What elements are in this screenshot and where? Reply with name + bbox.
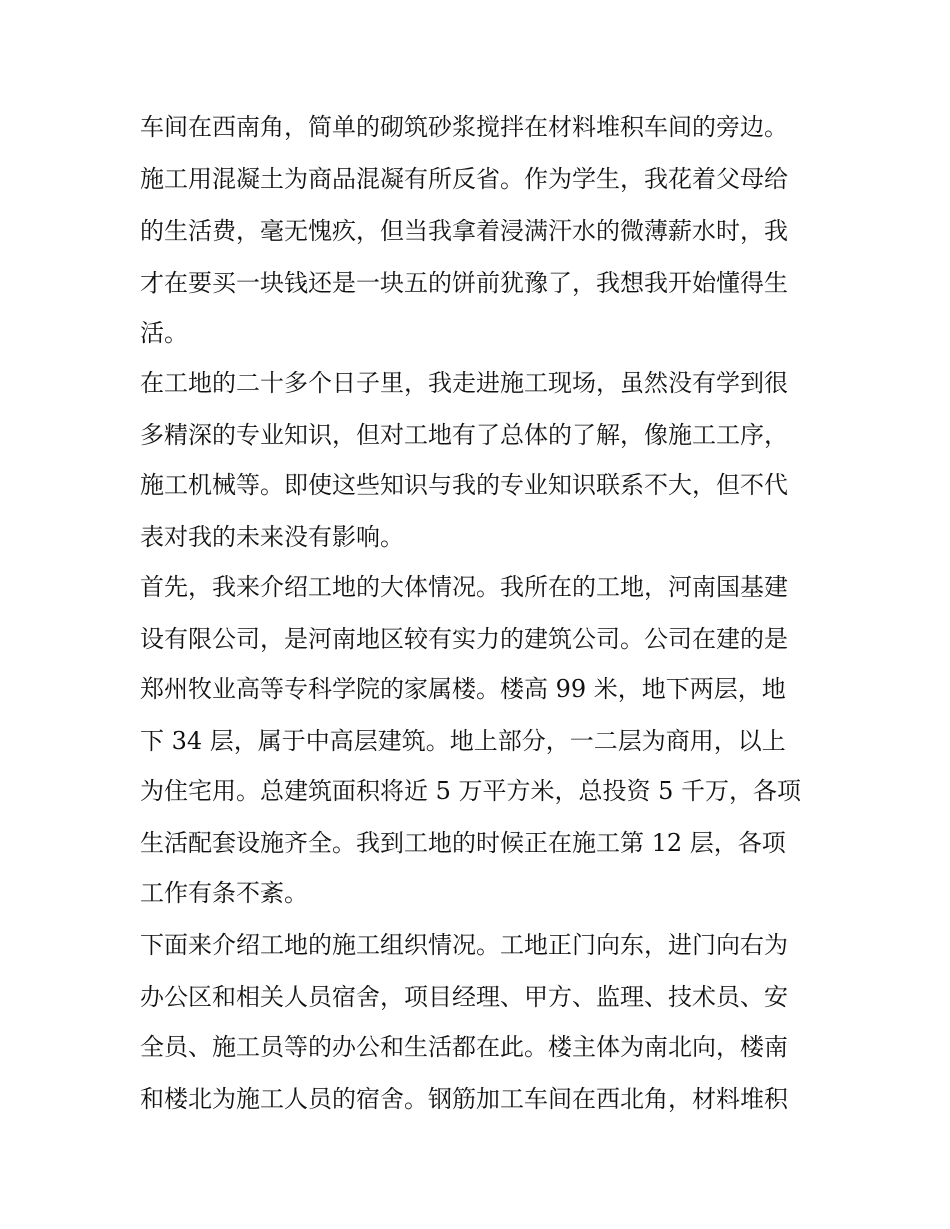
text-line: 办公区和相关人员宿舍，项目经理、甲方、监理、技术员、安 (140, 983, 788, 1011)
text-line: 工作有条不紊。 (140, 879, 308, 907)
text-line: 的生活费，毫无愧疚，但当我拿着浸满汗水的微薄薪水时，我 (140, 217, 788, 245)
text-line: 表对我的未来没有影响。 (140, 523, 404, 551)
text-line: 多精深的专业知识，但对工地有了总体的了解，像施工工序， (140, 421, 788, 449)
text-line: 才在要买一块钱还是一块五的饼前犹豫了，我想我开始懂得生 (140, 269, 788, 297)
text-line: 下 34 层，属于中高层建筑。地上部分，一二层为商用，以上 (140, 727, 786, 755)
text-line: 首先，我来介绍工地的大体情况。我所在的工地，河南国基建 (140, 573, 788, 601)
text-line: 下面来介绍工地的施工组织情况。工地正门向东，进门向右为 (140, 931, 788, 959)
text-line: 郑州牧业高等专科学院的家属楼。楼高 99 米，地下两层，地 (140, 675, 786, 703)
text-line: 活。 (140, 319, 188, 347)
text-line: 设有限公司，是河南地区较有实力的建筑公司。公司在建的是 (140, 625, 788, 653)
text-line: 和楼北为施工人员的宿舍。钢筋加工车间在西北角，材料堆积 (140, 1085, 788, 1113)
text-line: 施工机械等。即使这些知识与我的专业知识联系不大，但不代 (140, 471, 788, 499)
text-line: 生活配套设施齐全。我到工地的时候正在施工第 12 层，各项 (140, 829, 786, 857)
text-line: 全员、施工员等的办公和生活都在此。楼主体为南北向，楼南 (140, 1033, 788, 1061)
text-line: 车间在西南角，简单的砌筑砂浆搅拌在材料堆积车间的旁边。 (140, 113, 788, 141)
text-line: 为住宅用。总建筑面积将近 5 万平方米，总投资 5 千万，各项 (140, 777, 802, 805)
text-line: 在工地的二十多个日子里，我走进施工现场，虽然没有学到很 (140, 369, 788, 397)
text-line: 施工用混凝土为商品混凝有所反省。作为学生，我花着父母给 (140, 165, 788, 193)
